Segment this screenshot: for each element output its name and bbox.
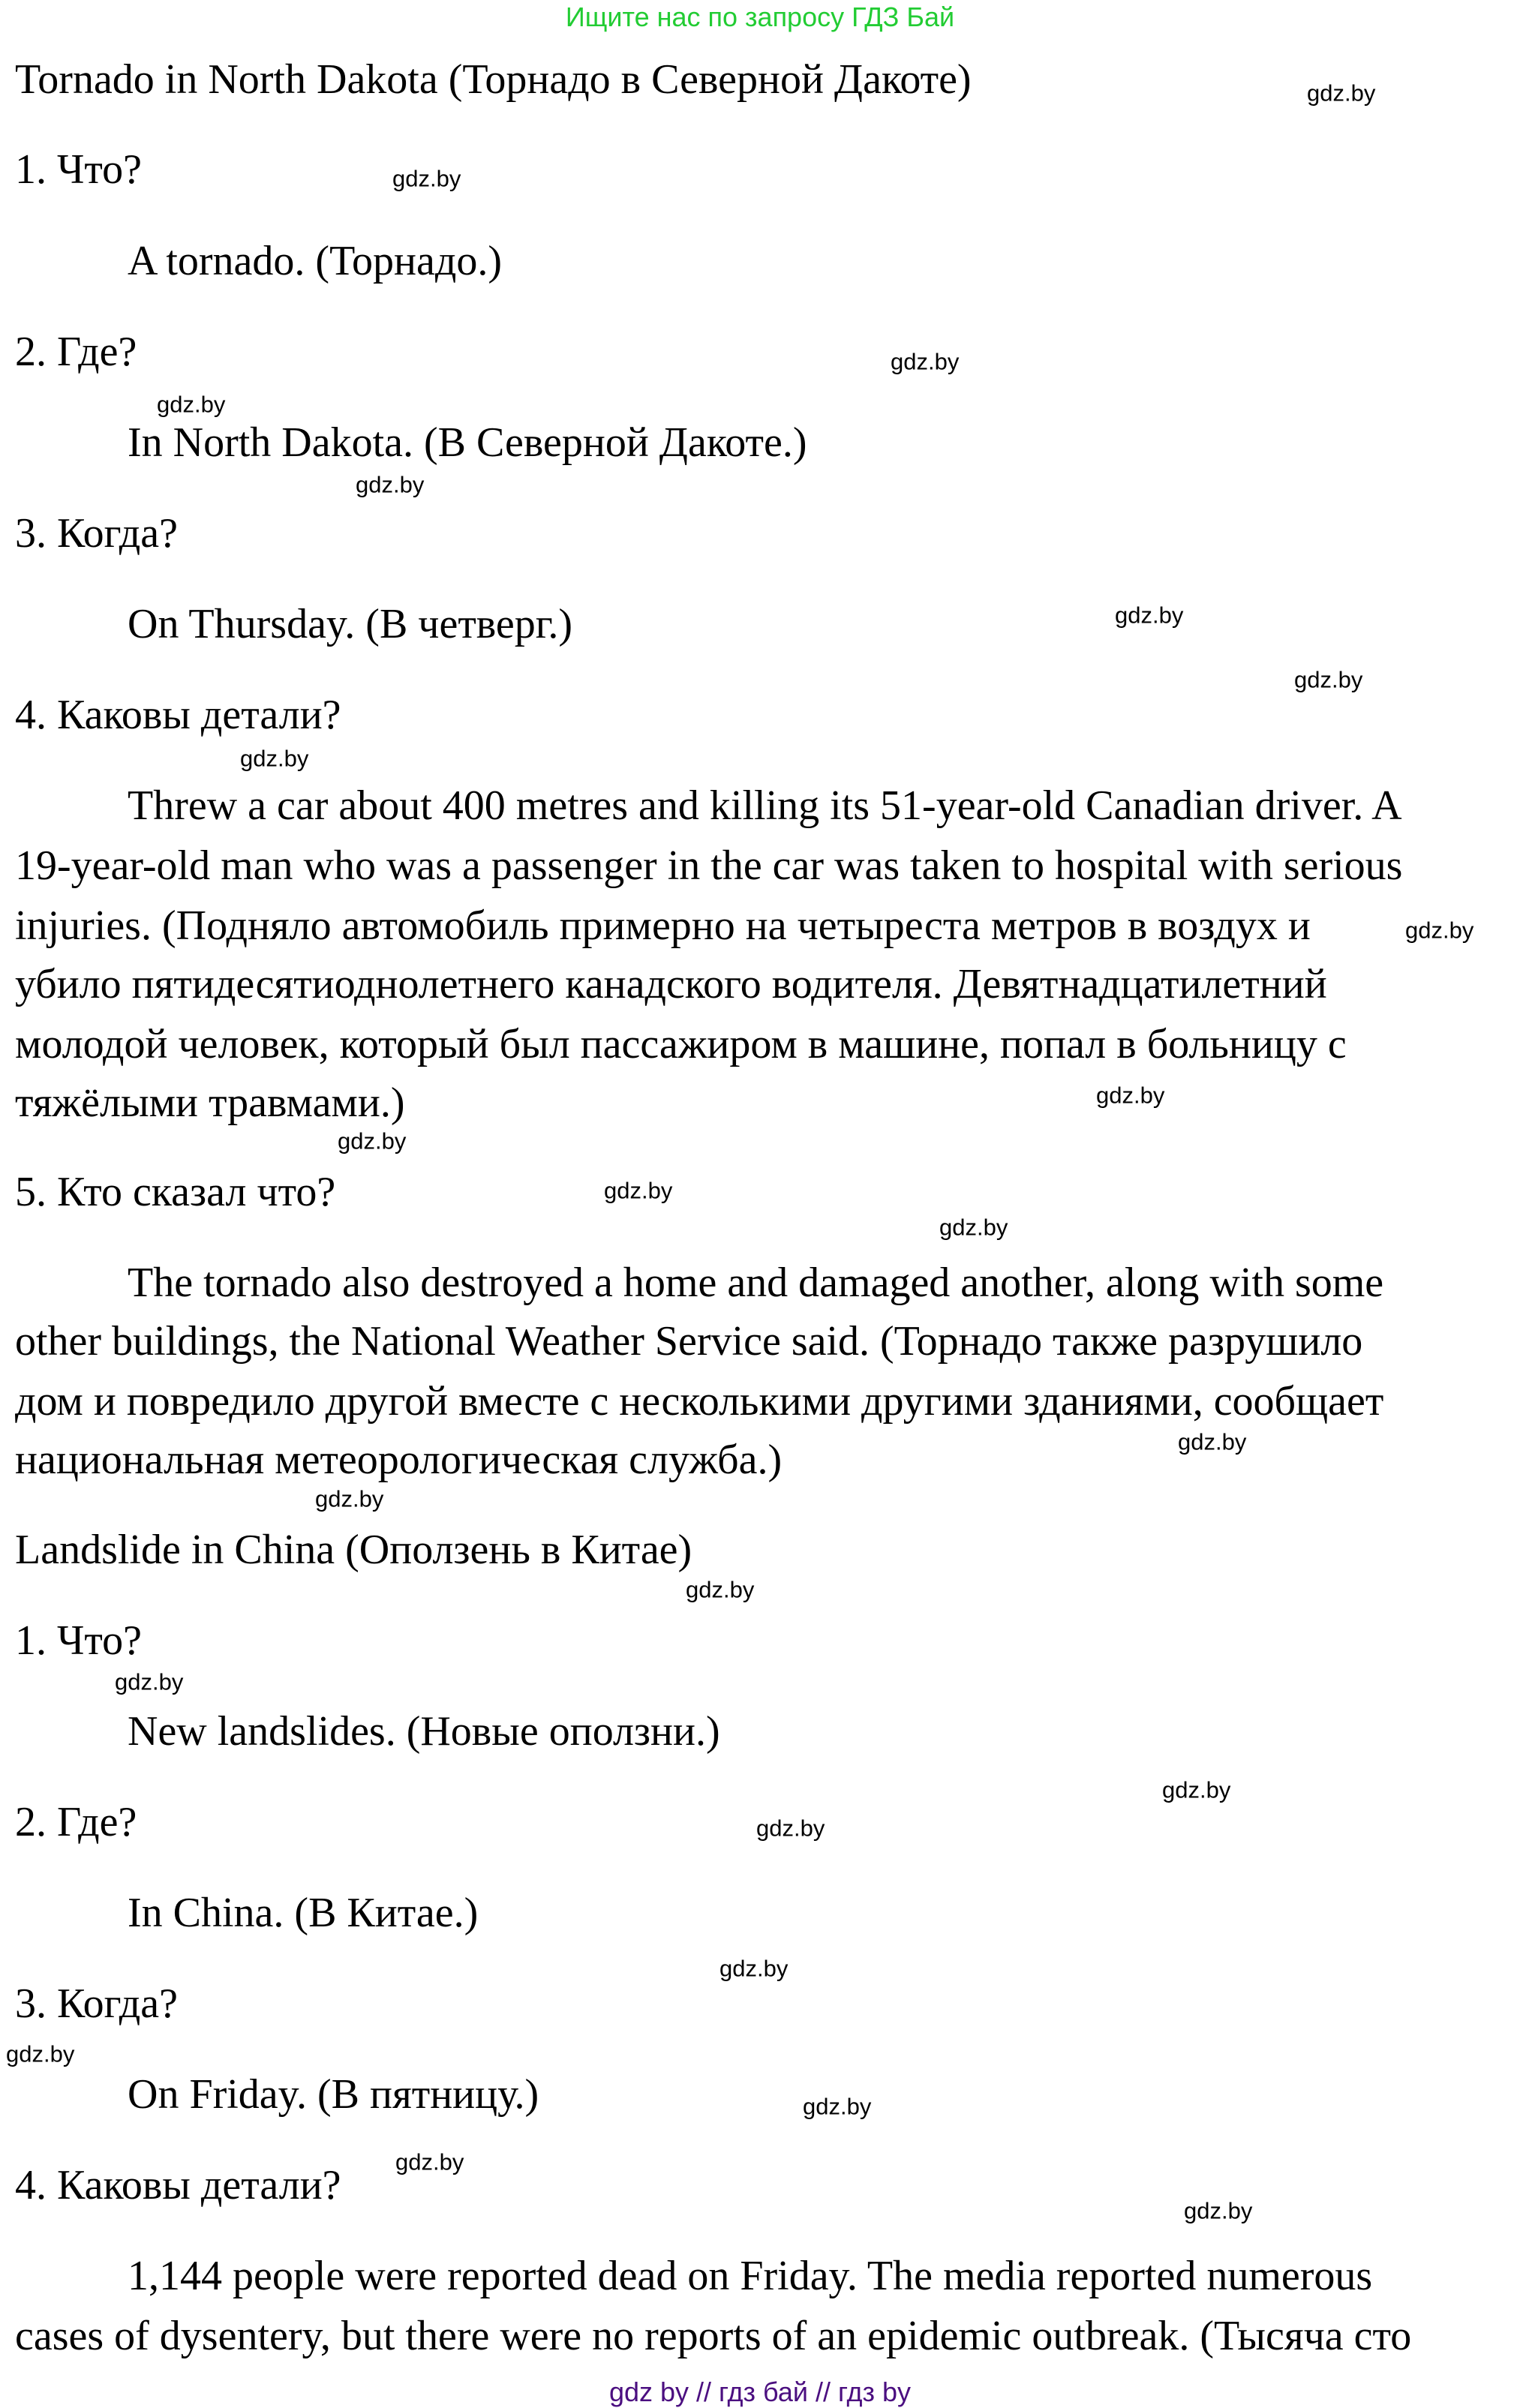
watermark-text: gdz.by — [939, 1214, 1008, 1241]
text-line: other buildings, the National Weather Service said. (Торнадо также разрушило — [15, 1318, 1363, 1365]
text-line: 1. Что? — [15, 146, 142, 193]
text-line: On Friday. (В пятницу.) — [128, 2071, 539, 2118]
watermark-text: gdz.by — [604, 1177, 673, 1204]
text-line: Landslide in China (Оползень в Китае) — [15, 1527, 692, 1573]
text-line: Threw a car about 400 metres and killing its 51-year-old Canadian driver. A — [128, 782, 1402, 829]
text-line: молодой человек, который был пассажиром в машине, попал в больницу с — [15, 1021, 1347, 1067]
watermark-text: gdz.by — [157, 391, 226, 418]
watermark-text: gdz.by — [1096, 1082, 1165, 1109]
watermark-text: gdz.by — [395, 2148, 464, 2175]
watermark-text: gdz.by — [686, 1576, 755, 1603]
watermark-text: gdz.by — [756, 1815, 825, 1842]
watermark-text: gdz.by — [115, 1668, 184, 1695]
watermark-text: gdz.by — [1405, 917, 1474, 944]
text-line: On Thursday. (В четверг.) — [128, 601, 573, 647]
watermark-text: gdz.by — [1307, 80, 1376, 107]
text-line: 3. Когда? — [15, 510, 178, 557]
text-line: 1. Что? — [15, 1617, 142, 1664]
search-banner[interactable]: Ищите нас по запросу ГДЗ Бай — [565, 2, 955, 32]
watermark-text: gdz.by — [392, 165, 461, 192]
watermark-text: gdz.by — [356, 471, 425, 498]
watermark-text: gdz.by — [338, 1127, 407, 1154]
watermark-text: gdz.by — [240, 745, 309, 772]
text-line: 19-year-old man who was a passenger in the car was taken to hospital with serious — [15, 842, 1403, 889]
watermark-text: gdz.by — [891, 348, 960, 375]
watermark-text: gdz.by — [719, 1955, 789, 1982]
text-line: 3. Когда? — [15, 1980, 178, 2027]
text-line: cases of dysentery, but there were no reports of an epidemic outbreak. (Тысяча сто — [15, 2313, 1412, 2359]
text-line: Tornado in North Dakota (Торнадо в Северной Дакоте) — [15, 56, 972, 103]
watermark-text: gdz.by — [6, 2040, 75, 2067]
text-line: 2. Где? — [15, 1799, 137, 1845]
text-line: The tornado also destroyed a home and damaged another, along with some — [128, 1260, 1384, 1306]
watermark-text: gdz.by — [1294, 666, 1363, 693]
text-line: тяжёлыми травмами.) — [15, 1079, 405, 1126]
text-line: New landslides. (Новые оползни.) — [128, 1708, 720, 1755]
site-footer-links[interactable]: gdz by // гдз бай // гдз by — [608, 2376, 912, 2407]
watermark-text: gdz.by — [1162, 1776, 1231, 1803]
text-line: 2. Где? — [15, 329, 137, 375]
text-line: A tornado. (Торнадо.) — [128, 238, 503, 284]
watermark-text: gdz.by — [803, 2093, 872, 2120]
text-line: injuries. (Подняло автомобиль примерно на четыреста метров в воздух и — [15, 902, 1311, 949]
text-line: 5. Кто сказал что? — [15, 1169, 336, 1215]
text-line: In China. (В Китае.) — [128, 1890, 479, 1936]
text-line: 4. Каковы детали? — [15, 2162, 341, 2208]
watermark-text: gdz.by — [1184, 2197, 1253, 2224]
watermark-text: gdz.by — [315, 1485, 384, 1512]
watermark-text: gdz.by — [1115, 602, 1184, 629]
text-line: национальная метеорологическая служба.) — [15, 1437, 783, 1483]
text-line: дом и повредило другой вместе с несколькими другими зданиями, сообщает — [15, 1378, 1384, 1425]
text-line: убило пятидесятиоднолетнего канадского водителя. Девятнадцатилетний — [15, 961, 1327, 1007]
text-line: 1,144 people were reported dead on Friday. The media reported numerous — [128, 2253, 1373, 2299]
watermark-text: gdz.by — [1178, 1428, 1247, 1455]
text-line: In North Dakota. (В Северной Дакоте.) — [128, 419, 807, 466]
text-line: 4. Каковы детали? — [15, 692, 341, 738]
